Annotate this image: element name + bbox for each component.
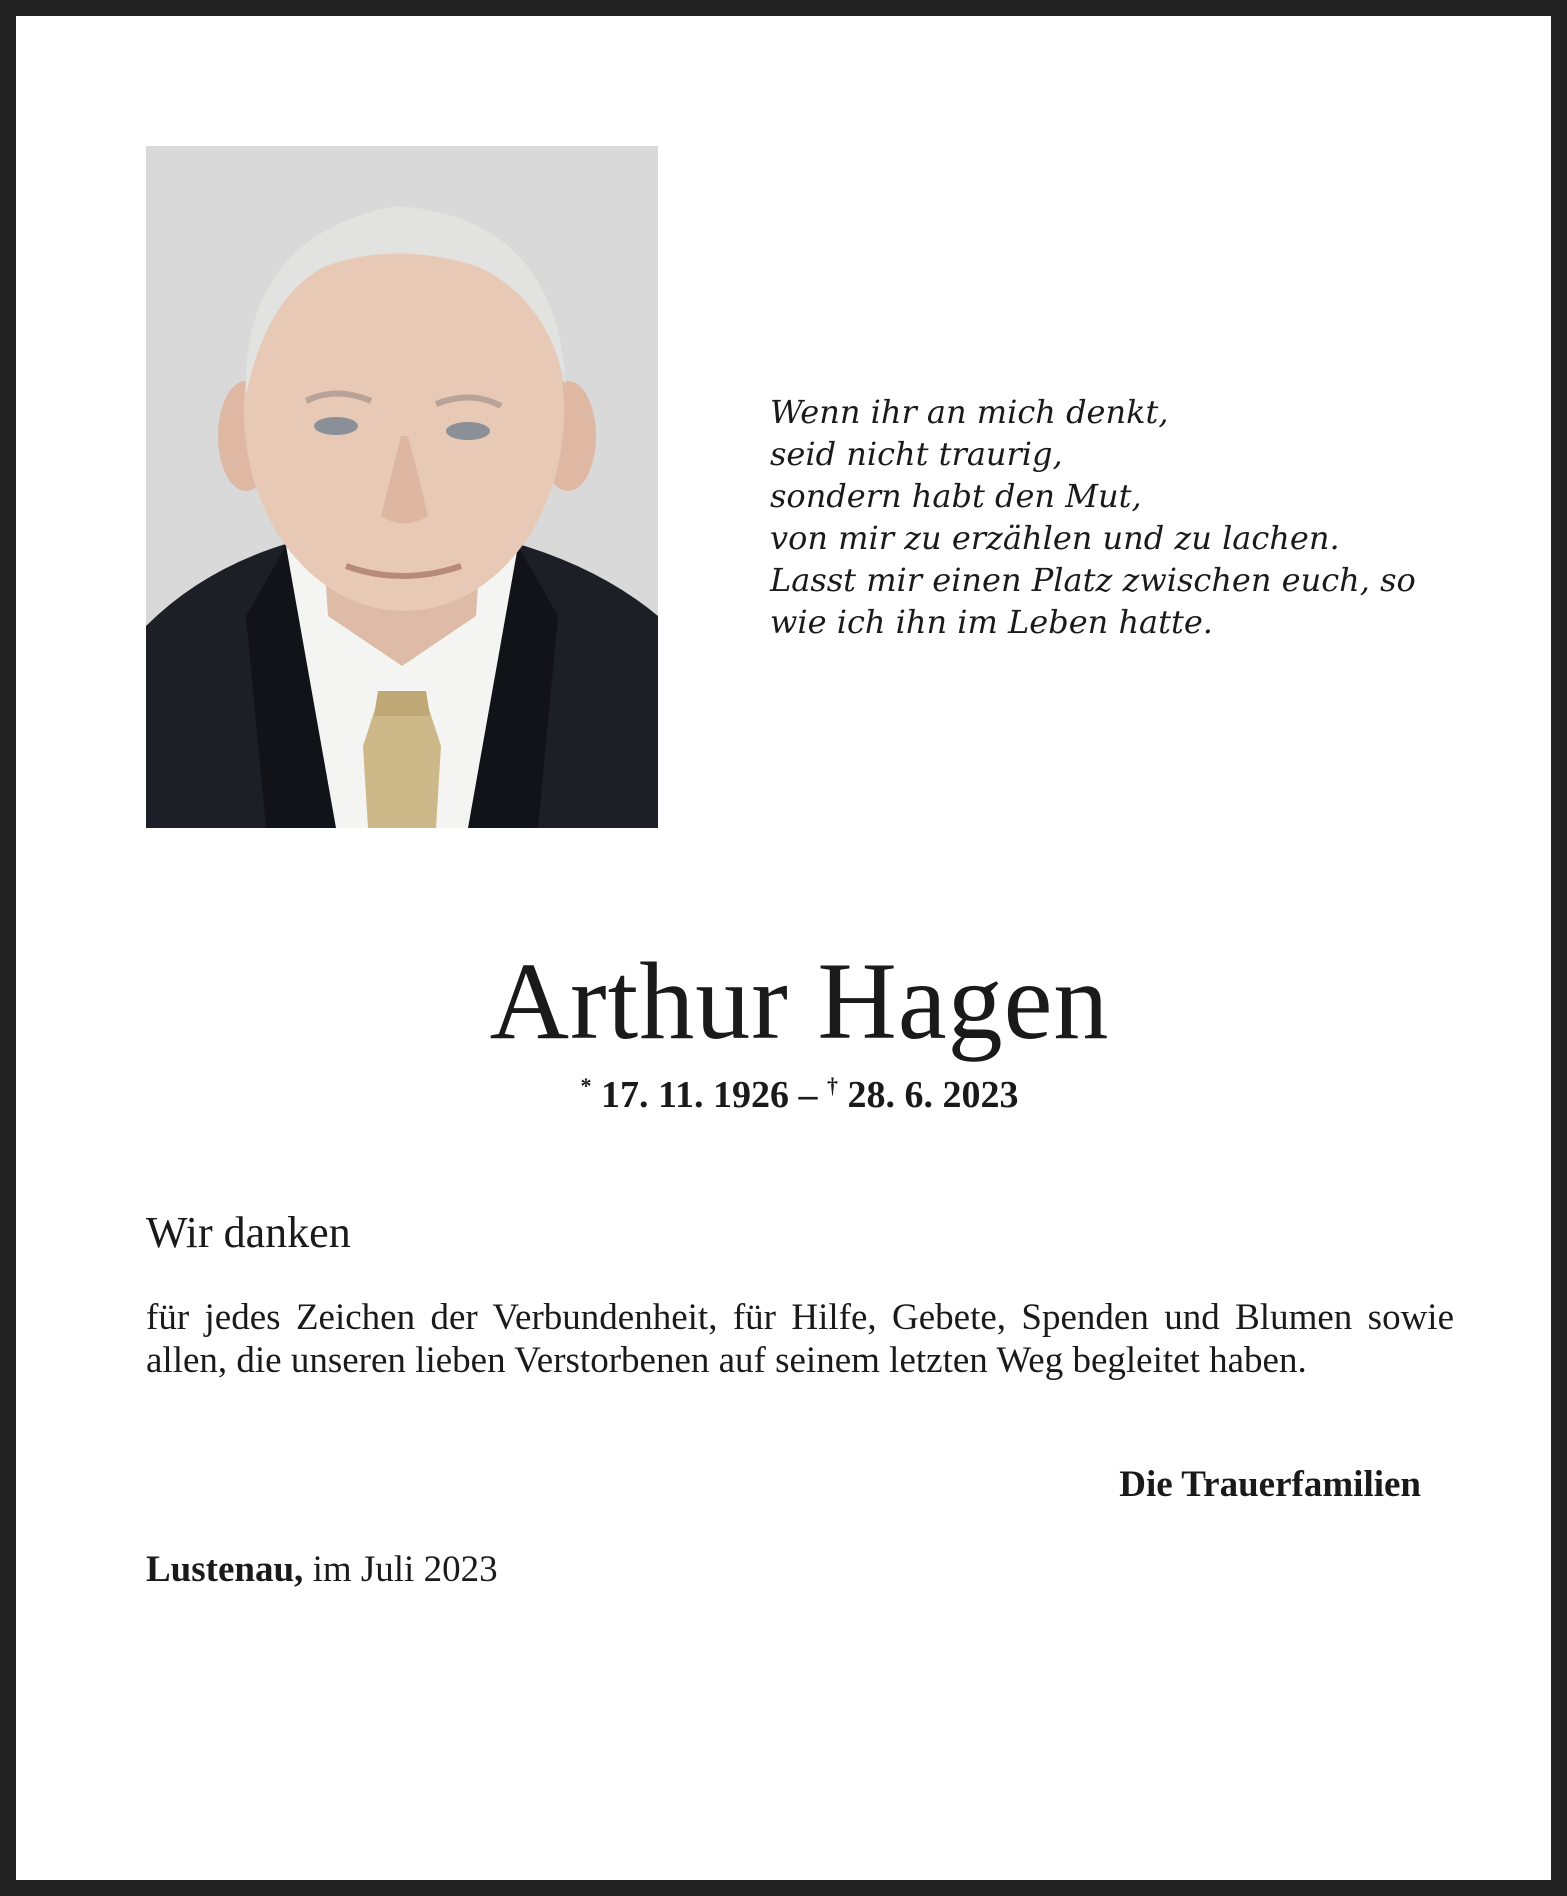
death-symbol: † [826,1073,838,1098]
poem-line: Lasst mir einen Platz zwischen euch, so [770,561,1416,599]
poem [770,391,1490,643]
thanks-text: für jedes Zeichen der Verbundenheit, für Hilfe, Gebete, Spenden und Blumen sowie allen, die unseren lieben Verstorbenen auf seinem letzten Weg begleitet haben. [146,1297,1454,1381]
portrait-photo [146,146,658,828]
date: im Juli 2023 [312,1549,498,1590]
poem-line: von mir zu erzählen und zu lachen. [770,519,1340,557]
tie-knot [374,691,430,716]
death-date: 28. 6. 2023 [847,1074,1019,1116]
birth-date: 17. 11. 1926 [601,1074,789,1116]
right-eye [446,422,490,440]
deceased-name: Arthur Hagen [489,940,1110,1062]
poem-line: Wenn ihr an mich denkt, [770,393,1169,431]
thanks-heading: Wir danken [146,1208,351,1257]
poem-line: wie ich ihn im Leben hatte. [770,603,1213,641]
life-dates [16,1071,1567,1119]
place: Lustenau, [146,1549,304,1590]
place-and-date [146,1546,498,1594]
date-separator: – [798,1074,818,1116]
left-eye [314,417,358,435]
portrait-illustration [146,146,658,828]
signature: Die Trauerfamilien [1119,1464,1421,1505]
birth-symbol: * [580,1073,592,1098]
poem-line: sondern habt den Mut, [770,477,1142,515]
poem-line: seid nicht traurig, [770,435,1063,473]
tie [363,706,441,828]
